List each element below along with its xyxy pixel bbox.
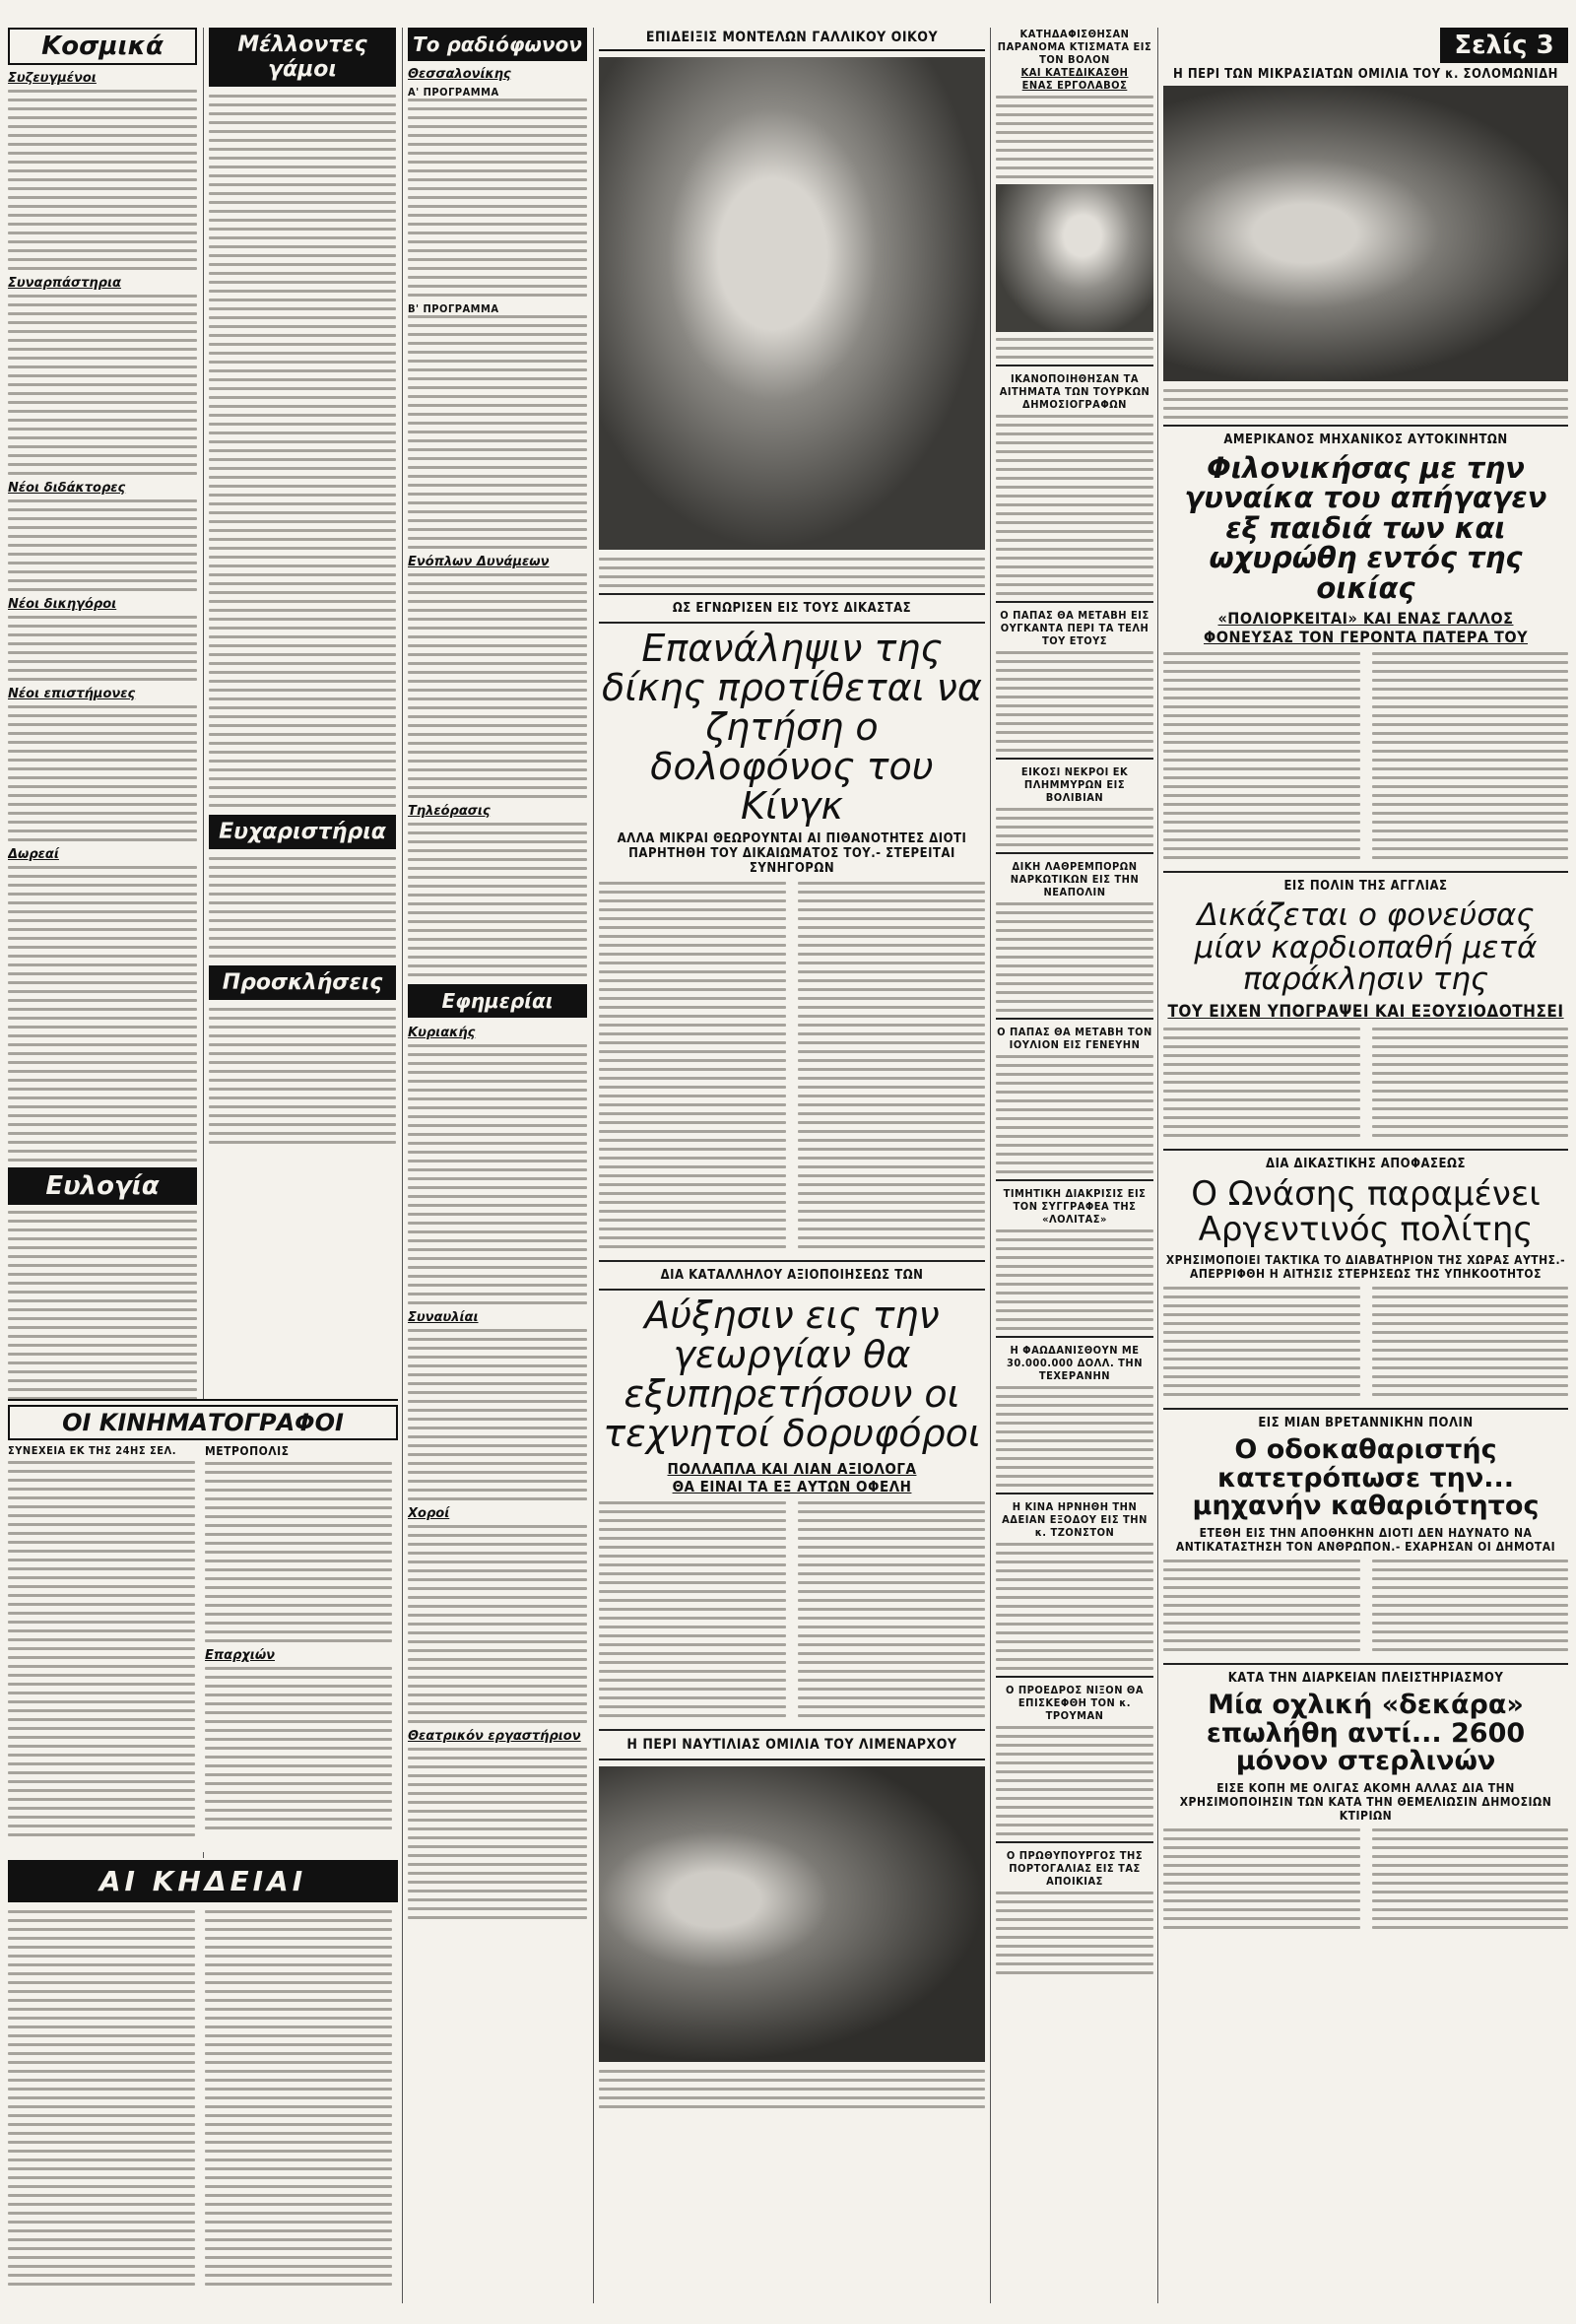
onassis-subhead: ΧΡΗΣΙΜΟΠΟΙΕΙ ΤΑΚΤΙΚΑ ΤΟ ΔΙΑΒΑΤΗΡΙΟΝ ΤΗΣ ΧΩΡΑΣ ΑΥΤΗΣ.- ΑΠΕΡΡΙΦΘΗ Η ΑΙΤΗΣΙΣ ΣΤΕΡΗΣΕΩΣ ΤΗΣ ΥΠΗΚΟΟΤΗΤΟΣ — [1165, 1253, 1566, 1282]
column-rule — [1157, 28, 1158, 2303]
section-subhead: Νέοι δικηγόροι — [8, 597, 117, 612]
satellites-subhead-a: ΠΟΛΛΑΠΛΑ ΚΑΙ ΛΙΑΝ ΑΞΙΟΛΟΓΑ — [667, 1460, 917, 1479]
brief-head: Η ΦΑΩΔΑΝΙΣΘΟΥΝ ΜΕ 30.000.000 ΔΟΛΛ. ΤΗΝ ΤΕΧΕΡΑΝΗΝ — [1007, 1344, 1143, 1382]
brief-head: ΚΑΤΗΔΑΦΙΣΘΗΣΑΝ ΠΑΡΑΝΟΜΑ ΚΤΙΣΜΑΤΑ ΕΙΣ ΤΟΝ ΒΟΛΟΝ — [997, 28, 1152, 66]
tilorasi-label: Τηλεόρασις — [408, 804, 491, 819]
satellites-subhead-b: ΘΑ ΕΙΝΑΙ ΤΑ ΕΞ ΑΥΤΩΝ ΟΦΕΛΗ — [672, 1478, 912, 1496]
engineer-subhead-b: ΦΟΝΕΥΣΑΣ ΤΟΝ ΓΕΡΟΝΤΑ ΠΑΤΕΡΑ ΤΟΥ — [1203, 628, 1529, 647]
brief-head: ΙΚΑΝΟΠΟΙΗΘΗΣΑΝ ΤΑ ΑΙΤΗΜΑΤΑ ΤΩΝ ΤΟΥΡΚΩΝ ΔΗΜΟΣΙΟΓΡΑΦΩΝ — [999, 372, 1150, 411]
section-subhead: Νέοι επιστήμονες — [8, 687, 136, 701]
cinemas-title: ΟΙ ΚΙΝΗΜΑΤΟΓΡΑΦΟΙ — [8, 1405, 398, 1440]
auction-kicker: ΚΑΤΑ ΤΗΝ ΔΙΑΡΚΕΙΑΝ ΠΛΕΙΣΤΗΡΙΑΣΜΟΥ — [1227, 1671, 1504, 1687]
kyriaki-label: Κυριακής — [408, 1026, 476, 1040]
theatro-label: Θεατρικόν εργαστήριον — [408, 1729, 581, 1744]
page-label: Σελίς 3 — [1440, 28, 1568, 63]
brief-head: Ο ΠΡΩΘΥΠΟΥΡΓΟΣ ΤΗΣ ΠΟΡΤΟΓΑΛΙΑΣ ΕΙΣ ΤΑΣ ΑΠΟΙΚΙΑΣ — [1006, 1849, 1144, 1888]
cinemas-box — [8, 1399, 398, 1852]
cleaner-subhead: ΕΤΕΘΗ ΕΙΣ ΤΗΝ ΑΠΟΘΗΚΗΝ ΔΙΟΤΙ ΔΕΝ ΗΔΥΝΑΤΟ ΝΑ ΑΝΤΙΚΑΤΑΣΤΗΣΗ ΤΟΝ ΑΝΘΡΩΠΟΝ.- ΕΧΑΡΗΣΑΝ ΟΙ ΔΗΜΟΤΑΙ — [1175, 1526, 1556, 1555]
funerals-box — [8, 1858, 398, 2303]
mellontes-title: Μέλλοντες γάμοι — [209, 28, 396, 87]
photo-caption-head: Η ΠΕΡΙ ΤΩΝ ΜΙΚΡΑΣΙΑΤΩΝ ΟΜΙΛΙΑ ΤΟΥ κ. ΣΟΛΟΜΩΝΙΔΗ — [1173, 67, 1558, 82]
brief-head: ΚΑΙ ΚΑΤΕΔΙΚΑΣΘΗ — [1020, 66, 1129, 79]
program-b-label: Β' ΠΡΟΓΡΑΜΜΑ — [408, 302, 499, 315]
section-subhead: Νέοι διδάκτορες — [8, 481, 126, 496]
prosklisis-title: Προσκλήσεις — [209, 965, 396, 1000]
section-subhead: Δωρεαί — [8, 847, 59, 862]
enoplon-label: Ενόπλων Δυνάμεων — [408, 555, 550, 569]
brief-head: ΤΙΜΗΤΙΚΗ ΔΙΑΚΡΙΣΙΣ ΕΙΣ ΤΟΝ ΣΥΓΓΡΑΦΕΑ ΤΗΣ «ΛΟΛΙΤΑΣ» — [1003, 1187, 1147, 1226]
auction-subhead: ΕΙΣΕ ΚΟΠΗ ΜΕ ΟΛΙΓΑΣ ΑΚΟΜΗ ΑΛΛΑΣ ΔΙΑ ΤΗΝ ΧΡΗΣΙΜΟΠΟΙΗΣΙΝ ΤΩΝ ΚΑΤΑ ΤΗΝ ΘΕΜΕΛΙΩΣΙΝ ΔΗΜΟΣΙΩΝ ΚΤΙΡΙΩΝ — [1179, 1781, 1552, 1824]
brief-head: ΔΙΚΗ ΛΑΘΡΕΜΠΟΡΩΝ ΝΑΡΚΩΤΙΚΩΝ ΕΙΣ ΤΗΝ ΝΕΑΠΟΛΙΝ — [1010, 860, 1140, 898]
onassis-headline: Ο Ωνάσης παραμένει Αργεντινός πολίτης — [1191, 1173, 1541, 1249]
thessaloniki-label: Θεσσαλονίκης — [408, 67, 511, 82]
brief-head: Ο ΠΑΠΑΣ ΘΑ ΜΕΤΑΒΗ ΤΟΝ ΙΟΥΛΙΟΝ ΕΙΣ ΓΕΝΕΥΗΝ — [997, 1026, 1152, 1051]
efxaristiria-title: Ευχαριστήρια — [209, 815, 396, 849]
england-subhead: ΤΟΥ ΕΙΧΕΝ ΥΠΟΓΡΑΨΕΙ ΚΑΙ ΕΞΟΥΣΙΟΔΟΤΗΣΕΙ — [1167, 1001, 1564, 1022]
shipping-kicker: Η ΠΕΡΙ ΝΑΥΤΙΛΙΑΣ ΟΜΙΛΙΑ ΤΟΥ ΛΙΜΕΝΑΡΧΟΥ — [626, 1737, 957, 1754]
kosmika-title: Κοσμικά — [8, 28, 197, 65]
column-weddings — [209, 28, 396, 1395]
brief-head: Η ΚΙΝΑ ΗΡΝΗΘΗ ΤΗΝ ΑΔΕΙΑΝ ΕΞΟΔΟΥ ΕΙΣ ΤΗΝ κ. ΤΖΟΝΣΤΟΝ — [1002, 1500, 1148, 1539]
brief-head: ΕΙΚΟΣΙ ΝΕΚΡΟΙ ΕΚ ΠΛΗΜΜΥΡΩΝ ΕΙΣ ΒΟΛΙΒΙΑΝ — [1020, 765, 1129, 804]
king-headline: Επανάληψιν της δίκης προτίθεται να ζητήση ο δολοφόνος του Κίνγκ — [602, 627, 982, 828]
column-radio — [408, 28, 587, 2303]
program-a-label: Α' ΠΡΟΓΡΑΜΜΑ — [408, 86, 499, 99]
king-kicker: ΩΣ ΕΓΝΩΡΙΣΕΝ ΕΙΣ ΤΟΥΣ ΔΙΚΑΣΤΑΣ — [672, 601, 912, 616]
column-rule — [990, 28, 991, 2303]
cleaner-headline: Ο οδοκαθαριστής κατετρόπωσε την... μηχανήν καθαριότητος — [1192, 1434, 1540, 1521]
column-rule — [593, 28, 594, 2303]
funerals-title: ΑΙ ΚΗΔΕΙΑΙ — [8, 1860, 398, 1902]
speech-photo — [1163, 86, 1568, 381]
fashion-photo — [599, 57, 985, 550]
satellites-kicker: ΔΙΑ ΚΑΤΑΛΛΗΛΟΥ ΑΞΙΟΠΟΙΗΣΕΩΣ ΤΩΝ — [660, 1268, 924, 1284]
section-subhead: Συζευγμένοι — [8, 71, 97, 86]
column-right — [1163, 28, 1568, 2303]
brief-head: ΕΝΑΣ ΕΡΓΟΛΑΒΟΣ — [1021, 79, 1128, 92]
section-subhead: Συναρπάστηρια — [8, 276, 121, 291]
onassis-kicker: ΔΙΑ ΔΙΚΑΣΤΙΚΗΣ ΑΠΟΦΑΣΕΩΣ — [1266, 1156, 1466, 1171]
satellites-headline: Αύξησιν εις την γεωργίαν θα εξυπηρετήσουν οι τεχνητοί δορυφόροι — [603, 1294, 981, 1456]
brief-head: Ο ΠΡΟΕΔΡΟΣ ΝΙΞΟΝ ΘΑ ΕΠΙΣΚΕΦΘΗ ΤΟΝ κ. ΤΡΟΥΜΑΝ — [1005, 1684, 1144, 1722]
column-briefs — [996, 28, 1153, 2303]
efimeria-title: Εφημερίαι — [408, 984, 587, 1018]
eparxion-label: Επαρχιών — [205, 1648, 276, 1663]
brief-head: Ο ΠΑΠΑΣ ΘΑ ΜΕΤΑΒΗ ΕΙΣ ΟΥΓΚΑΝΤΑ ΠΕΡΙ ΤΑ ΤΕΛΗ ΤΟΥ ΕΤΟΥΣ — [1000, 609, 1149, 647]
england-kicker: ΕΙΣ ΠΟΛΙΝ ΤΗΣ ΑΓΓΛΙΑΣ — [1283, 879, 1448, 895]
engineer-subhead: «ΠΟΛΙΟΡΚΕΙΤΑΙ» ΚΑΙ ΕΝΑΣ ΓΑΛΛΟΣ — [1217, 609, 1514, 629]
king-subhead: ΑΛΛΑ ΜΙΚΡΑΙ ΘΕΩΡΟΥΝΤΑΙ ΑΙ ΠΙΘΑΝΟΤΗΤΕΣ ΔΙΟΤΙ ΠΑΡΗΤΗΘΗ ΤΟΥ ΔΙΚΑΙΩΜΑΤΟΣ ΤΟΥ.- ΣΤΕΡΕΙΤΑΙ ΣΥΝΗΓΟΡΩΝ — [617, 831, 967, 877]
england-headline: Δικάζεται ο φονεύσας μίαν καρδιοπαθή μετά παράκλησιν της — [1194, 897, 1538, 998]
cinemas-subhead: ΣΥΝΕΧΕΙΑ ΕΚ ΤΗΣ 24ΗΣ ΣΕΛ. — [8, 1444, 176, 1457]
column-rule — [402, 28, 403, 2303]
auction-headline: Μία οχλική «δεκάρα» επωλήθη αντί... 2600 μόνον στερλινών — [1206, 1690, 1526, 1776]
shipping-photo — [599, 1766, 985, 2062]
column-center — [599, 28, 985, 2303]
evlogia-title: Ευλογία — [8, 1167, 197, 1205]
volos-photo — [996, 184, 1153, 332]
fashion-kicker: ΕΠΙΔΕΙΞΙΣ ΜΟΝΤΕΛΩΝ ΓΑΛΛΙΚΟΥ ΟΙΚΟΥ — [599, 28, 985, 51]
metropolis-label: ΜΕΤΡΟΠΟΛΙΣ — [205, 1444, 290, 1458]
xoros-label: Χοροί — [408, 1506, 450, 1521]
engineer-kicker: ΑΜΕΡΙΚΑΝΟΣ ΜΗΧΑΝΙΚΟΣ ΑΥΤΟΚΙΝΗΤΩΝ — [1223, 432, 1508, 447]
syntomeuseis-label: Συναυλίαι — [408, 1310, 479, 1325]
cleaner-kicker: ΕΙΣ ΜΙΑΝ ΒΡΕΤΑΝΝΙΚΗΝ ΠΟΛΙΝ — [1258, 1416, 1474, 1431]
engineer-headline: Φιλονικήσας με την γυναίκα του απήγαγεν εξ παιδιά των και ωχυρώθη εντός της οικίας — [1184, 451, 1547, 605]
radio-title: Το ραδιόφωνον — [408, 28, 587, 61]
